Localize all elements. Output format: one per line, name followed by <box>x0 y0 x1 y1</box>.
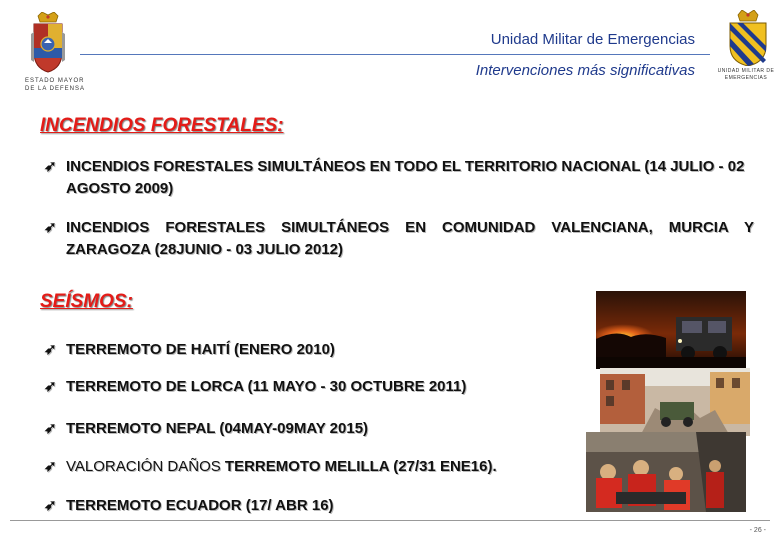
list-item <box>44 339 584 361</box>
wildfire-photo <box>596 291 746 369</box>
list-item <box>44 418 584 440</box>
list-item <box>44 376 584 398</box>
list-item <box>44 217 754 261</box>
list-item-text: INCENDIOS FORESTALES SIMULTÁNEOS EN COMUNIDAD VALENCIANA, MURCIA Y ZARAGOZA (28JUNIO - 03 JULIO 2012) <box>66 219 754 258</box>
emd-emblem-logo <box>28 12 68 74</box>
page-number: - 26 - <box>749 527 766 534</box>
right-org-name: UNIDAD MILITAR DE EMERGENCIAS <box>717 68 775 81</box>
list-item-prefix: VALORACIÓN DAÑOS <box>66 458 225 475</box>
section-title-fires: INCENDIOS FORESTALES: <box>40 115 284 136</box>
ume-emblem-logo <box>725 10 771 66</box>
list-item <box>44 495 584 517</box>
arrow-bullet-icon: ➶ <box>44 158 57 175</box>
left-org-name: ESTADO MAYOR DE LA DEFENSA <box>25 78 86 92</box>
arrow-bullet-icon: ➶ <box>44 420 57 437</box>
list-item <box>44 156 754 200</box>
list-item-text: TERREMOTO ECUADOR (17/ ABR 16) <box>66 497 334 514</box>
arrow-bullet-icon: ➶ <box>44 497 57 514</box>
arrow-bullet-icon: ➶ <box>44 458 57 475</box>
footer-divider <box>10 520 770 521</box>
section-title-earthquakes: SEÍSMOS: <box>40 291 133 312</box>
arrow-bullet-icon: ➶ <box>44 219 57 236</box>
arrow-bullet-icon: ➶ <box>44 378 57 395</box>
list-item-text: TERREMOTO DE HAITÍ (ENERO 2010) <box>66 341 335 358</box>
list-item <box>44 456 584 478</box>
header-subtitle: Intervenciones más significativas <box>475 62 695 79</box>
list-item-text: TERREMOTO NEPAL (04MAY-09MAY 2015) <box>66 420 369 437</box>
list-item-text: TERREMOTO DE LORCA (11 MAYO - 30 OCTUBRE 2011) <box>66 378 467 395</box>
list-item-text: INCENDIOS FORESTALES SIMULTÁNEOS EN TODO EL TERRITORIO NACIONAL (14 JULIO - 02 AGOSTO 2009) <box>66 158 745 197</box>
header-title: Unidad Militar de Emergencias <box>490 31 695 48</box>
earthquake-damage-photo <box>600 368 750 436</box>
header-divider <box>80 54 710 55</box>
arrow-bullet-icon: ➶ <box>44 341 57 358</box>
list-item-text: TERREMOTO MELILLA (27/31 ENE16). <box>224 458 497 475</box>
rescue-team-photo <box>586 432 746 512</box>
